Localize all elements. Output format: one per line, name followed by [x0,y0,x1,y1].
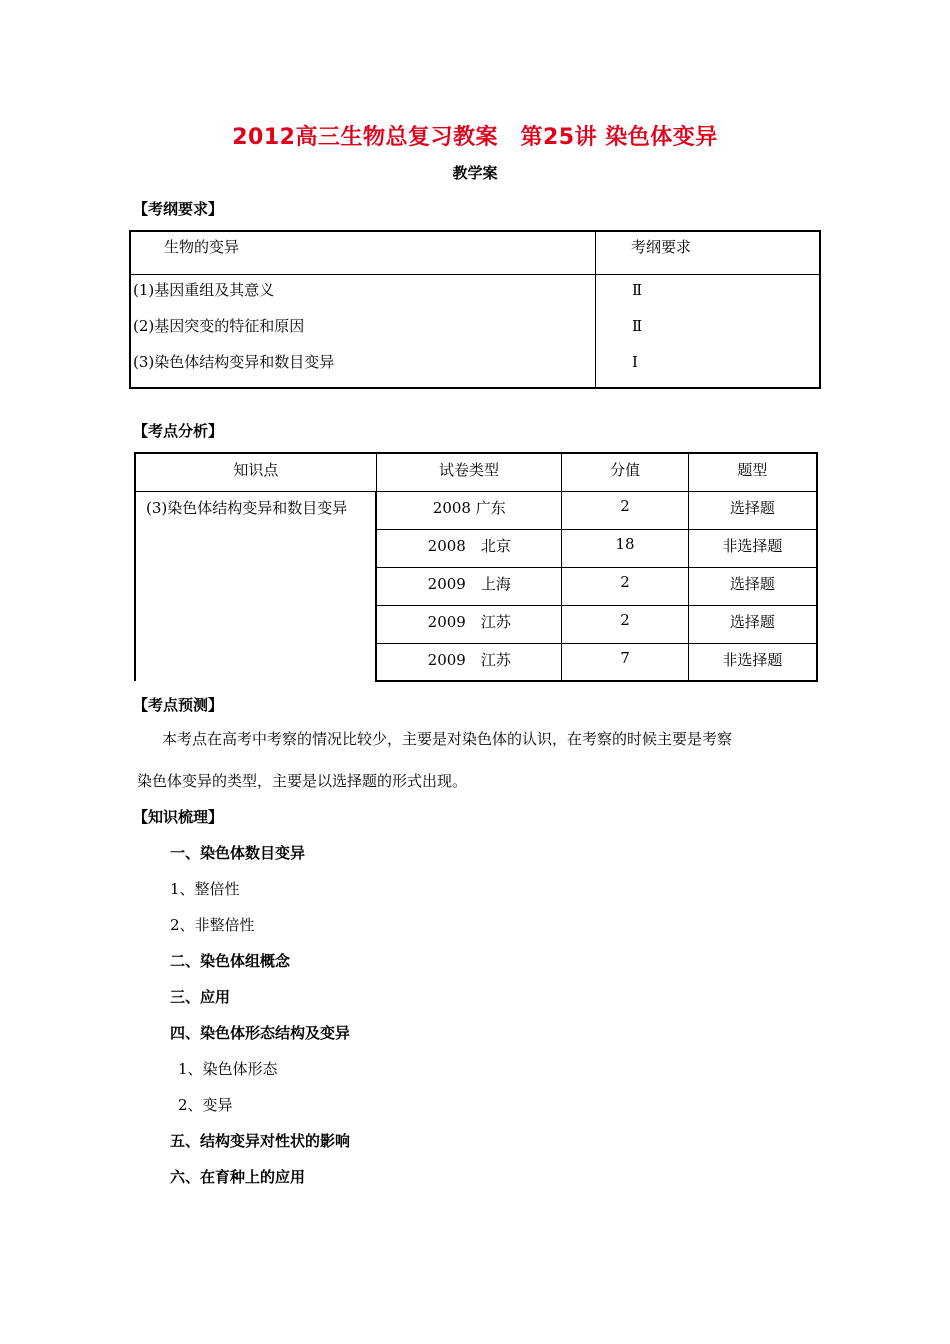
analysis-type: 选择题 [688,567,817,605]
syllabus-item: (1)基因重组及其意义 [133,281,275,299]
analysis-type: 选择题 [688,605,817,643]
syllabus-level: Ⅱ [632,317,643,335]
analysis-col-score: 分值 [562,453,689,491]
analysis-heading: 【考点分析】 [133,422,224,440]
outline-heading-6: 六、在育种上的应用 [170,1168,306,1186]
analysis-type: 非选择题 [688,643,817,681]
syllabus-col-topic: 生物的变异 [130,231,596,275]
outline-heading-5: 五、结构变异对性状的影响 [170,1132,351,1150]
analysis-paper: 2009 江苏 [376,643,562,681]
outline-heading-2: 二、染色体组概念 [170,952,291,970]
analysis-paper: 2008 北京 [376,529,562,567]
outline-item: 2、非整倍性 [170,916,255,934]
outline-heading-4: 四、染色体形态结构及变异 [170,1024,351,1042]
forecast-paragraph [137,718,827,802]
forecast-heading: 【考点预测】 [133,696,224,714]
syllabus-level: Ⅰ [632,353,638,371]
syllabus-heading: 【考纲要求】 [133,200,224,218]
document-title: 2012高三生物总复习教案 第25讲 染色体变异 [232,125,718,150]
document-subtitle: 教学案 [452,164,498,182]
analysis-table [134,452,818,682]
analysis-paper: 2008 广东 [376,491,562,529]
analysis-paper: 2009 上海 [376,567,562,605]
outline-heading-1: 一、染色体数目变异 [170,844,306,862]
syllabus-item: (3)染色体结构变异和数目变异 [133,353,335,371]
analysis-type: 选择题 [688,491,817,529]
syllabus-col-requirement: 考纲要求 [596,231,821,275]
forecast-line: 本考点在高考中考察的情况比较少，主要是对染色体的认识，在考察的时候主要是考察 [162,730,733,748]
analysis-col-type: 题型 [688,453,817,491]
analysis-score: 7 [562,643,689,681]
analysis-score: 18 [562,529,689,567]
outline-heading: 【知识梳理】 [133,808,224,826]
syllabus-item: (2)基因突变的特征和原因 [133,317,305,335]
analysis-col-knowledge: 知识点 [135,453,376,491]
analysis-score: 2 [562,605,689,643]
analysis-knowledge-point: (3)染色体结构变异和数目变异 [135,491,376,681]
outline-item: 1、染色体形态 [178,1060,278,1078]
syllabus-level: Ⅱ [632,281,643,299]
analysis-col-paper: 试卷类型 [376,453,562,491]
syllabus-table [129,230,821,389]
analysis-score: 2 [562,567,689,605]
analysis-paper: 2009 江苏 [376,605,562,643]
outline-item: 2、变异 [178,1096,233,1114]
forecast-line: 染色体变异的类型，主要是以选择题的形式出现。 [137,772,468,790]
analysis-type: 非选择题 [688,529,817,567]
outline-item: 1、整倍性 [170,880,240,898]
outline-heading-3: 三、应用 [170,988,231,1006]
analysis-score: 2 [562,491,689,529]
